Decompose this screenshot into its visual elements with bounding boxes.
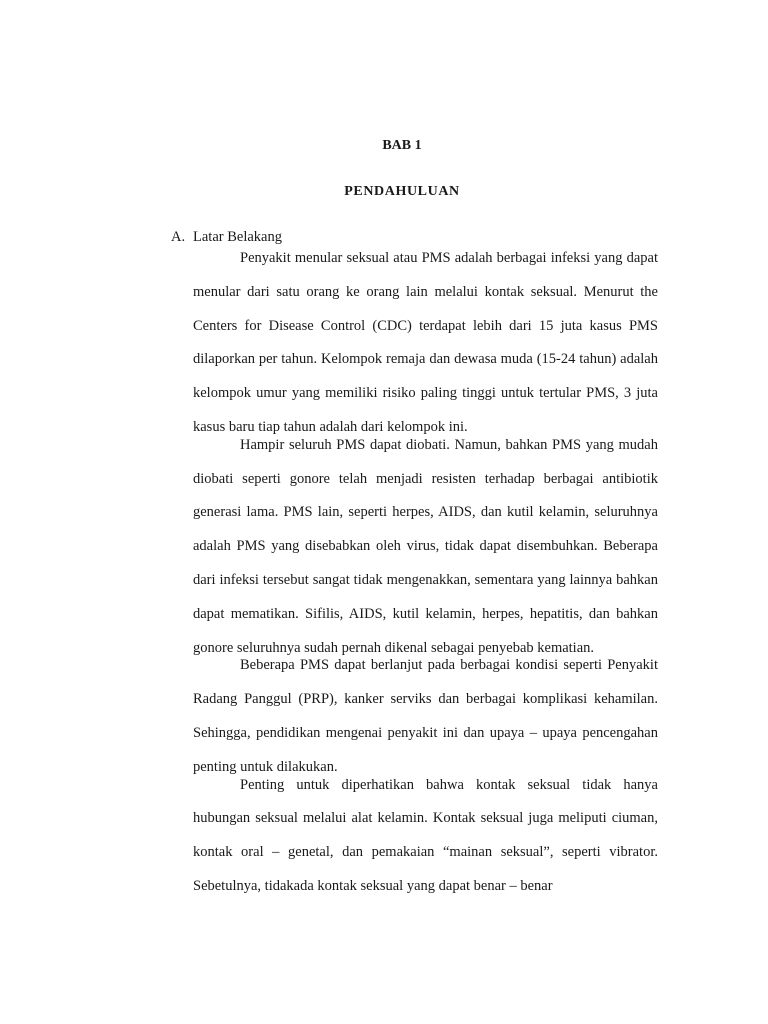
paragraph-4: Penting untuk diperhatikan bahwa kontak seksual tidak hanya hubungan seksual melalui alat kelamin. Kontak seksual juga meliputi ciuman, kontak oral – genetal, dan pemakaian “mainan seksual”, seperti vibrator. Sebetulnya, tidakada kontak seksual yang dapat benar – benar <box>193 776 658 894</box>
chapter-label: BAB 1 <box>382 138 422 153</box>
section-title: Latar Belakang <box>193 229 282 245</box>
paragraph-3: Beberapa PMS dapat berlanjut pada berbagai kondisi seperti Penyakit Radang Panggul (PRP), kanker serviks dan berbagai komplikasi kehamilan. Sehingga, pendidikan mengenai penyakit ini dan upaya – upaya pencengahan penting untuk dilakukan. <box>193 657 658 775</box>
section-marker: A. <box>171 229 186 245</box>
chapter-title: PENDAHULUAN <box>344 184 460 199</box>
body-text <box>193 242 658 904</box>
paragraph-2: Hampir seluruh PMS dapat diobati. Namun, bahkan PMS yang mudah diobati seperti gonore telah menjadi resisten terhadap berbagai antibiotik generasi lama. PMS lain, seperti herpes, AIDS, dan kutil kelamin, seluruhnya adalah PMS yang disebabkan oleh virus, tidak dapat disembuhkan. Beberapa dari infeksi tersebut sangat tidak mengenakkan, sementara yang lainnya bahkan dapat mematikan. Sifilis, AIDS, kutil kelamin, herpes, hepatitis, dan bahkan gonore seluruhnya sudah pernah dikenal sebagai penyebab kematian. <box>193 436 658 656</box>
paragraph-1: Penyakit menular seksual atau PMS adalah berbagai infeksi yang dapat menular dari satu orang ke orang lain melalui kontak seksual. Menurut the Centers for Disease Control (CDC) terdapat lebih dari 15 juta kasus PMS dilaporkan per tahun. Kelompok remaja dan dewasa muda (15-24 tahun) adalah kelompok umur yang memiliki risiko paling tinggi untuk tertular PMS, 3 juta kasus baru tiap tahun adalah dari kelompok ini. <box>193 250 658 435</box>
